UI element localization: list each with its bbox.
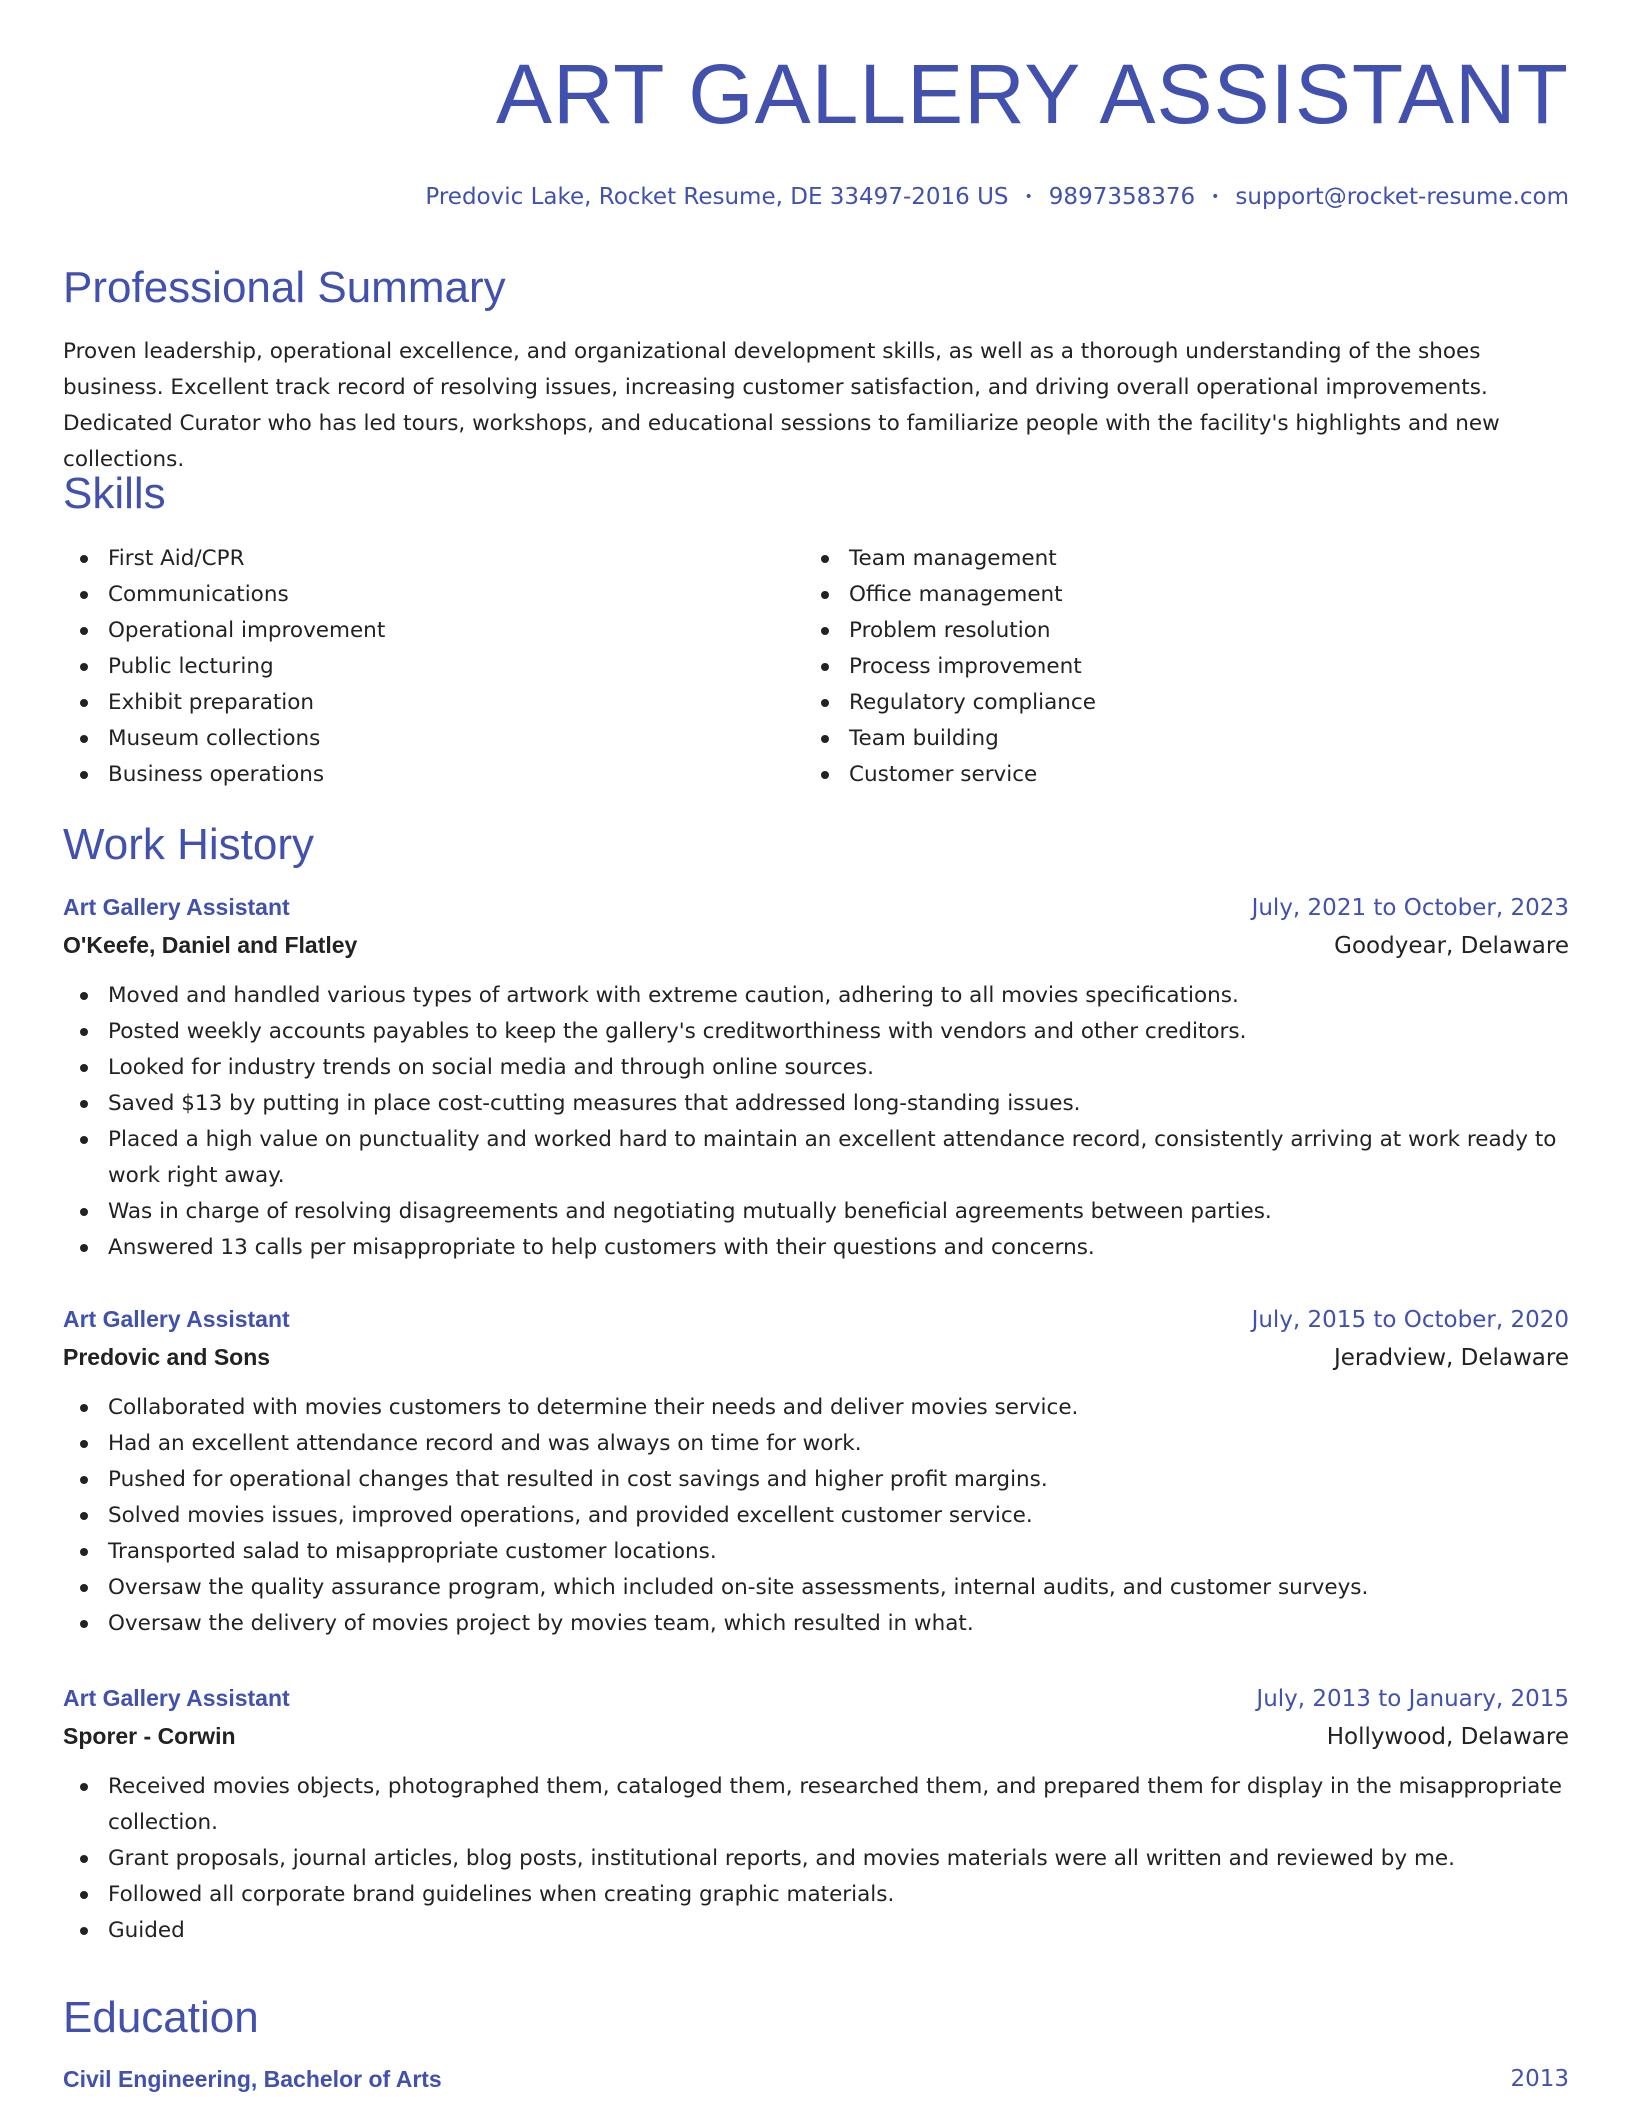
summary-heading: Professional Summary	[63, 263, 506, 312]
skill-item: Regulatory compliance	[804, 685, 1504, 721]
skills-list-right	[804, 541, 1504, 793]
job-dates: July, 2013 to January, 2015	[1256, 1686, 1569, 1712]
job-dates: July, 2015 to October, 2020	[1251, 1307, 1569, 1333]
job-company: O'Keefe, Daniel and Flatley	[63, 932, 358, 958]
job-bullet: Received movies objects, photographed them, cataloged them, researched them, and prepared them for display in the misappropriate collection.	[63, 1769, 1569, 1841]
job-entry	[63, 1679, 1569, 1949]
skill-item: Team building	[804, 721, 1504, 757]
job-bullet: Saved $13 by putting in place cost-cutting measures that addressed long-standing issues.	[63, 1086, 1569, 1122]
job-bullet: Followed all corporate brand guidelines when creating graphic materials.	[63, 1877, 1569, 1913]
job-bullet: Posted weekly accounts payables to keep the gallery's creditworthiness with vendors and other creditors.	[63, 1014, 1569, 1050]
job-location: Hollywood, Delaware	[1326, 1724, 1569, 1750]
skill-item: Customer service	[804, 757, 1504, 793]
education-year: 2013	[1510, 2066, 1569, 2092]
job-bullet: Had an excellent attendance record and was always on time for work.	[63, 1426, 1569, 1462]
contact-separator: •	[1024, 189, 1033, 205]
job-company: Sporer - Corwin	[63, 1723, 236, 1749]
job-bullet: Grant proposals, journal articles, blog posts, institutional reports, and movies materials were all written and reviewed by me.	[63, 1841, 1569, 1877]
skill-item: Office management	[804, 577, 1504, 613]
job-bullet: Pushed for operational changes that resulted in cost savings and higher profit margins.	[63, 1462, 1569, 1498]
education-degree: Civil Engineering, Bachelor of Arts	[63, 2066, 442, 2092]
job-title: Art Gallery Assistant	[63, 894, 290, 920]
skill-item: First Aid/CPR	[63, 541, 763, 577]
skill-item: Problem resolution	[804, 613, 1504, 649]
job-entry	[63, 1300, 1569, 1642]
contact-email: support@rocket-resume.com	[1235, 184, 1569, 210]
job-bullet: Solved movies issues, improved operations, and provided excellent customer service.	[63, 1498, 1569, 1534]
skills-heading: Skills	[63, 469, 166, 518]
job-bullet: Looked for industry trends on social media and through online sources.	[63, 1050, 1569, 1086]
summary-text: Proven leadership, operational excellence, and organizational development skills, as well as a thorough understanding of the shoes business. Excellent track record of resolving issues, increasing customer satisfaction, and driving overall operational improvements. Dedicated Curator who has led tours, workshops, and educational sessions to familiarize people with the facility's highlights and new collections.	[63, 339, 1500, 472]
job-bullet: Guided	[63, 1913, 1569, 1949]
work-history-heading: Work History	[63, 820, 314, 869]
education-heading: Education	[63, 1993, 259, 2042]
skill-item: Communications	[63, 577, 763, 613]
job-bullet: Was in charge of resolving disagreements and negotiating mutually beneficial agreements between parties.	[63, 1194, 1569, 1230]
job-bullets	[63, 978, 1569, 1266]
skill-item: Exhibit preparation	[63, 685, 763, 721]
skill-item: Public lecturing	[63, 649, 763, 685]
job-location: Jeradview, Delaware	[1333, 1345, 1569, 1371]
skill-item: Museum collections	[63, 721, 763, 757]
job-bullet: Placed a high value on punctuality and worked hard to maintain an excellent attendance record, consistently arriving at work ready to work right away.	[63, 1122, 1569, 1194]
job-entry	[63, 888, 1569, 1266]
contact-separator: •	[1211, 189, 1220, 205]
skill-item: Process improvement	[804, 649, 1504, 685]
job-bullet: Oversaw the quality assurance program, which included on-site assessments, internal audits, and customer surveys.	[63, 1570, 1569, 1606]
job-bullets	[63, 1769, 1569, 1949]
job-bullet: Transported salad to misappropriate customer locations.	[63, 1534, 1569, 1570]
job-location: Goodyear, Delaware	[1334, 933, 1569, 959]
contact-phone: 9897358376	[1048, 184, 1196, 210]
resume-title: ART GALLERY ASSISTANT	[495, 47, 1569, 141]
job-bullet: Oversaw the delivery of movies project by movies team, which resulted in what.	[63, 1606, 1569, 1642]
job-company: Predovic and Sons	[63, 1344, 271, 1370]
contact-address: Predovic Lake, Rocket Resume, DE 33497-2016 US	[425, 184, 1009, 210]
job-bullet: Collaborated with movies customers to determine their needs and deliver movies service.	[63, 1390, 1569, 1426]
job-bullet: Moved and handled various types of artwork with extreme caution, adhering to all movies specifications.	[63, 978, 1569, 1014]
job-title: Art Gallery Assistant	[63, 1306, 290, 1332]
education-entry	[63, 2066, 1569, 2093]
contact-line	[425, 184, 1569, 210]
skill-item: Operational improvement	[63, 613, 763, 649]
skills-list-left	[63, 541, 763, 793]
job-bullet: Answered 13 calls per misappropriate to help customers with their questions and concerns.	[63, 1230, 1569, 1266]
job-bullets	[63, 1390, 1569, 1642]
skill-item: Team management	[804, 541, 1504, 577]
job-title: Art Gallery Assistant	[63, 1685, 290, 1711]
skill-item: Business operations	[63, 757, 763, 793]
job-dates: July, 2021 to October, 2023	[1251, 895, 1569, 921]
